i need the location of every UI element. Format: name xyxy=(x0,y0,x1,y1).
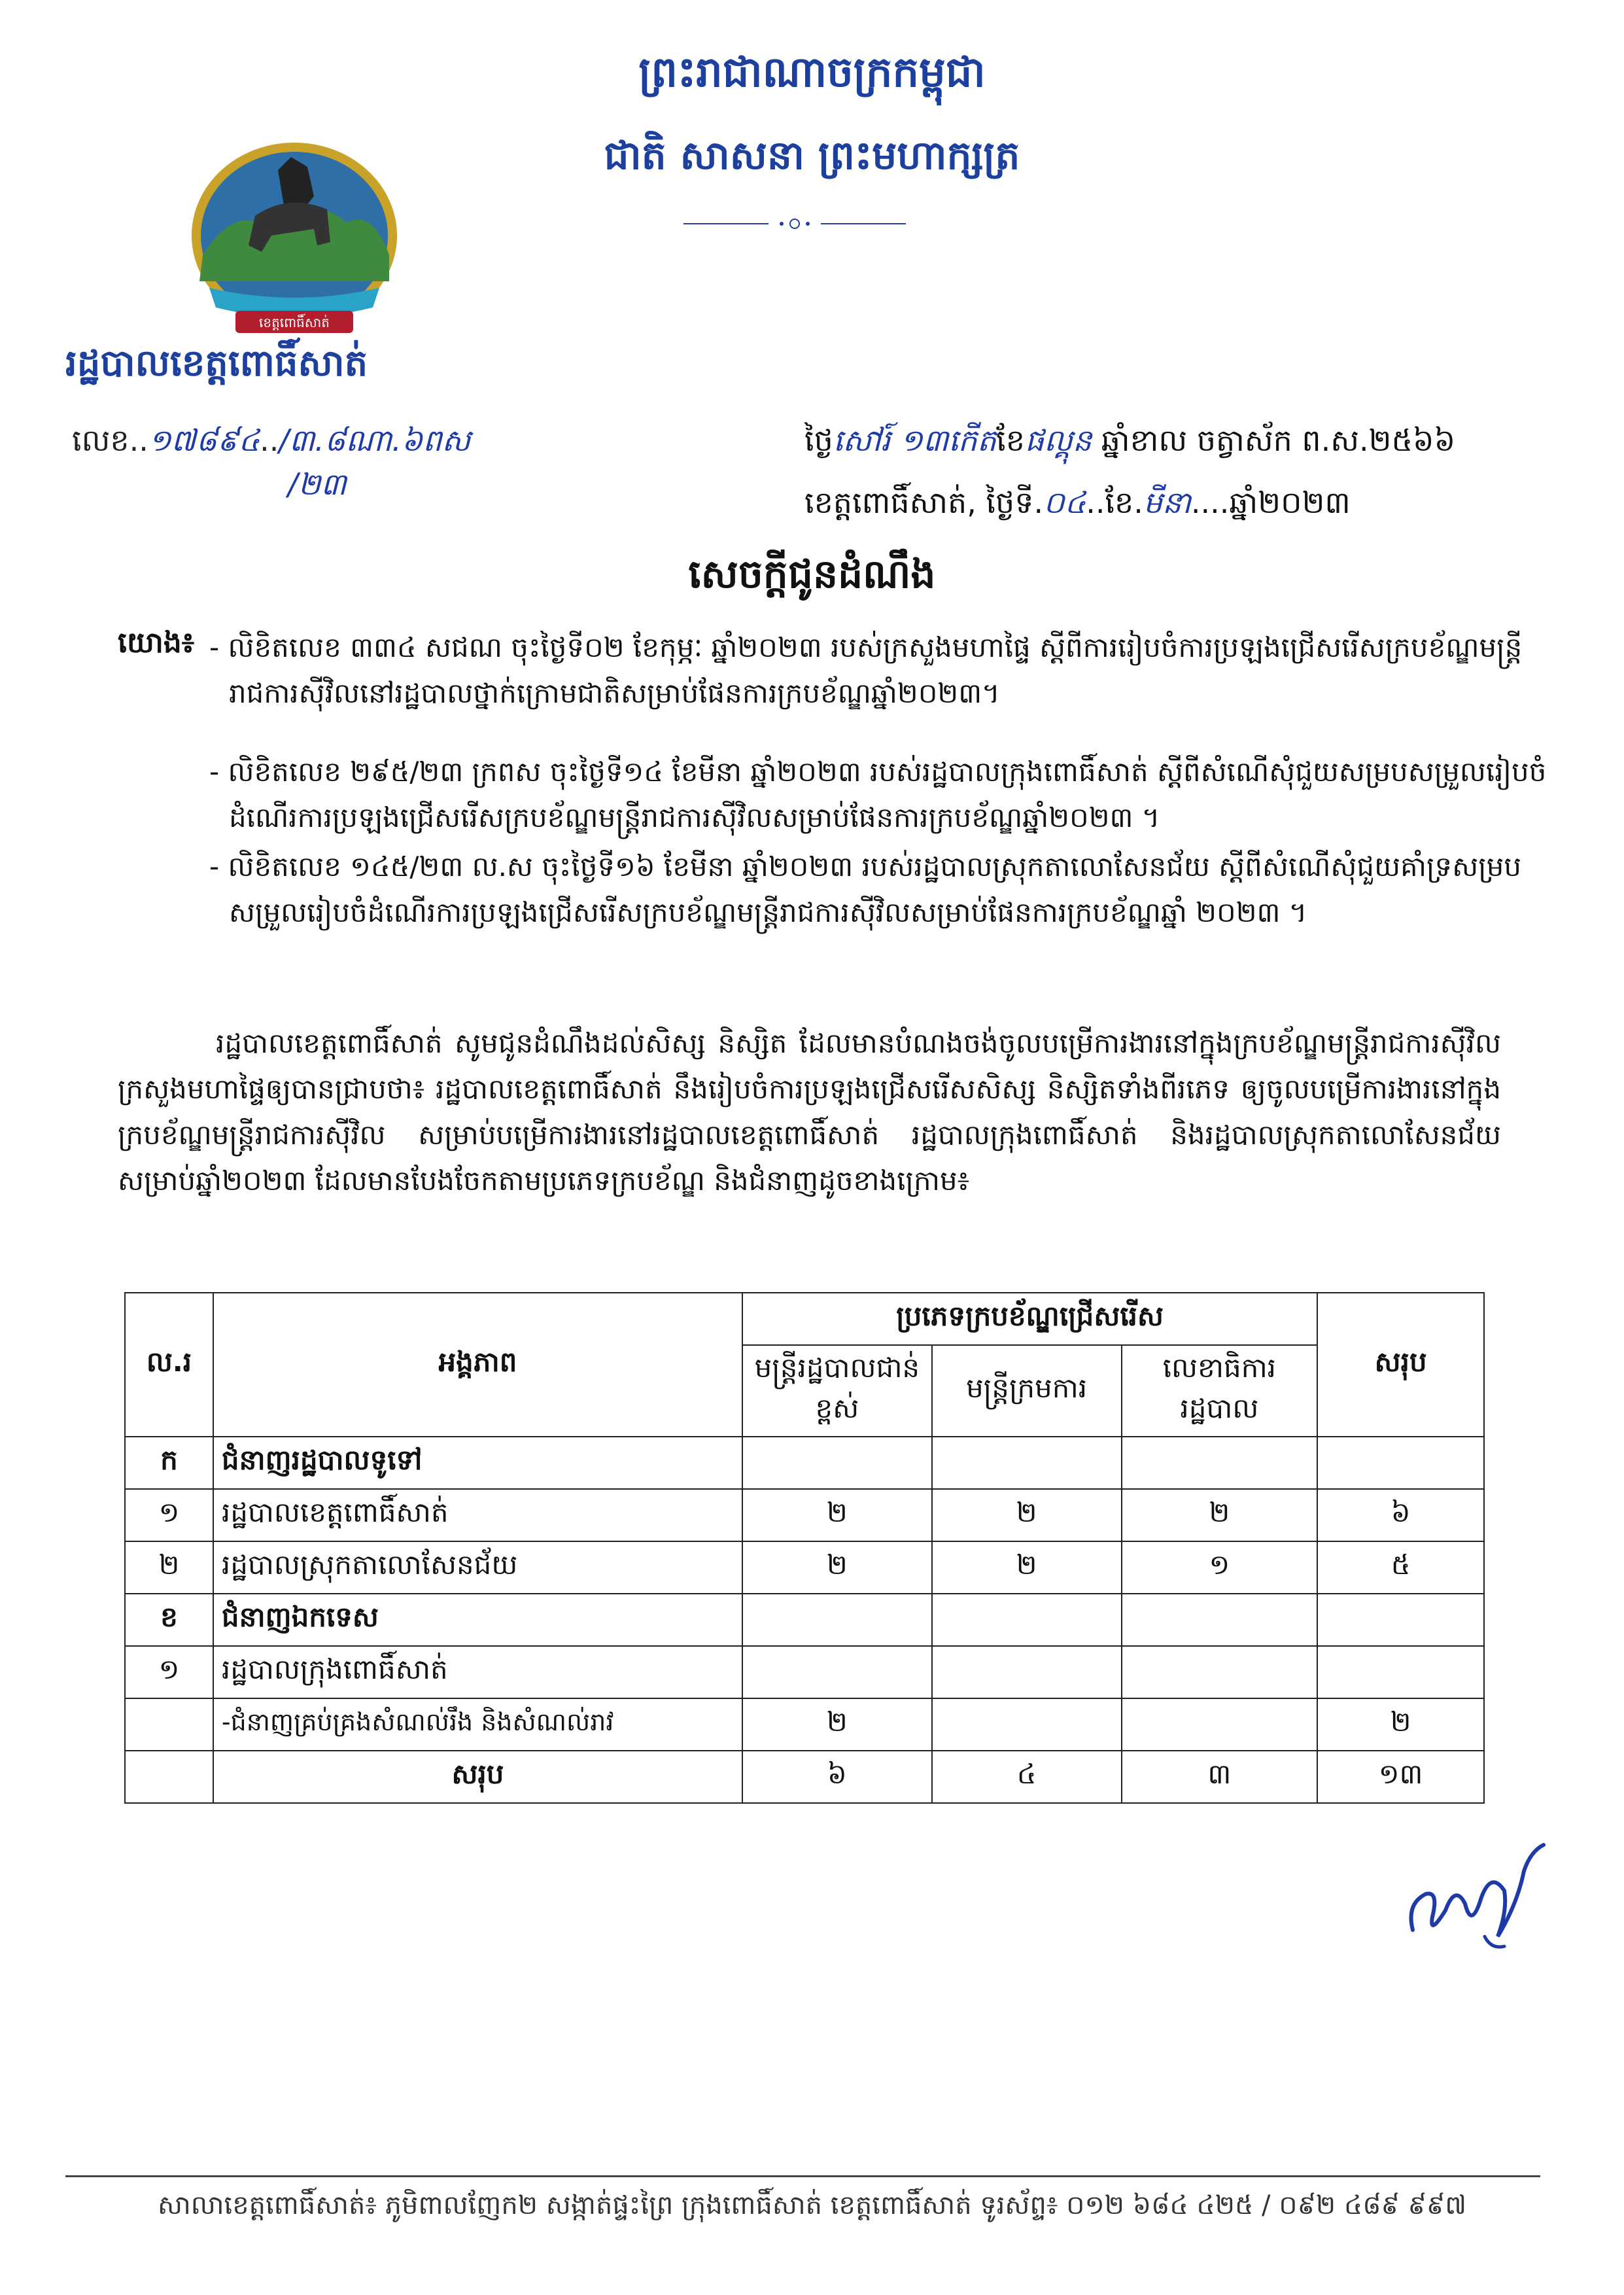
row-senior xyxy=(742,1594,932,1646)
row-entity: រដ្ឋបាលក្រុងពោធិ៍សាត់ xyxy=(213,1646,742,1698)
reference-item: - លិខិតលេខ ១៤៥/២៣ ល.ស ចុះថ្ងៃទី១៦ ខែមីនា ឆ្នាំ២០២៣ របស់រដ្ឋបាលស្រុកតាលោសែនជ័យ ស្តីពីសំណើសុំជួយគាំទ្រសម្របសម្រួលរៀបចំដំណើរការប្រឡងជ្រើសរើសក្របខ័ណ្ឌមន្ត្រីរាជការស៊ីវិលសម្រាប់ផែនការក្របខ័ណ្ឌឆ្នាំ ២០២៣ ។ xyxy=(209,850,1522,928)
lunar-month: ផល្គុន xyxy=(1024,423,1092,458)
total-row-empty xyxy=(125,1751,213,1803)
col-header-entity: អង្គភាព xyxy=(213,1293,742,1437)
reference-item: - លិខិតលេខ ៣៣៤ សជណ ចុះថ្ងៃទី០២ ខែកុម្ភៈ ឆ្នាំ២០២៣ របស់ក្រសួងមហាផ្ទៃ ស្តីពីការរៀបចំការប្រឡងជ្រើសរើសក្របខ័ណ្ឌមន្ត្រីរាជការស៊ីវិលនៅរដ្ឋបាលថ្នាក់ក្រោមជាតិសម្រាប់ផែនការក្របខ័ណ្ឌឆ្នាំ២០២៣។ xyxy=(209,631,1523,709)
row-officer: ២ xyxy=(932,1489,1122,1541)
row-secretary xyxy=(1122,1594,1318,1646)
row-total: ២ xyxy=(1317,1698,1484,1751)
lunar-date-prefix: ថ្ងៃ xyxy=(804,423,833,458)
table-total-row xyxy=(125,1751,1484,1803)
ornament-divider xyxy=(683,216,906,232)
solar-month: មីនា xyxy=(1143,485,1191,520)
table-row xyxy=(125,1489,1484,1541)
row-entity: រដ្ឋបាលស្រុកតាលោសែនជ័យ xyxy=(213,1541,742,1594)
reference-suffix: /៣.៨ណា.៦ពស xyxy=(279,423,471,458)
province-seal-logo xyxy=(157,131,432,347)
row-senior: ២ xyxy=(742,1489,932,1541)
row-senior: ២ xyxy=(742,1698,932,1751)
row-total xyxy=(1317,1594,1484,1646)
total-grand: ១៣ xyxy=(1317,1751,1484,1803)
solar-month-prefix: ខែ xyxy=(1105,485,1134,520)
reference-number: លេខ..១៧៨៩៤../៣.៨ណា.៦ពស /២៣ xyxy=(72,422,470,510)
row-entity: រដ្ឋបាលខេត្តពោធិ៍សាត់ xyxy=(213,1489,742,1541)
footer-address: សាលាខេត្តពោធិ៍សាត់៖ ភូមិពាលញែក២ សង្កាត់ផ្ទះព្រៃ ក្រុងពោធិ៍សាត់ ខេត្តពោធិ៍សាត់ ទូរស័ព្ទ៖ ០១២ ៦៨៤ ៤២៥ / ០៩២ ៤៨៩ ៩៩៧ xyxy=(157,2190,1466,2220)
solar-date: ខេត្តពោធិ៍សាត់, ថ្ងៃទី.០៤..ខែ.មីនា....ឆ្នាំ២០២៣ xyxy=(804,485,1351,520)
row-no: ២ xyxy=(125,1541,213,1594)
col-header-officer: មន្ត្រីក្រមការ xyxy=(932,1345,1122,1437)
row-secretary: ២ xyxy=(1122,1489,1318,1541)
solar-date-prefix: ខេត្តពោធិ៍សាត់, ថ្ងៃទី xyxy=(804,485,1034,520)
total-officer: ៤ xyxy=(932,1751,1122,1803)
row-officer xyxy=(932,1437,1122,1489)
table-row xyxy=(125,1437,1484,1489)
lunar-day: សៅរ៍ ១៣កើត xyxy=(833,423,997,458)
row-secretary: ១ xyxy=(1122,1541,1318,1594)
row-entity: -ជំនាញគ្រប់គ្រងសំណល់រឹង និងសំណល់រាវ xyxy=(213,1698,742,1751)
row-officer: ២ xyxy=(932,1541,1122,1594)
row-officer xyxy=(932,1698,1122,1751)
reference-sub: /២៣ xyxy=(288,466,347,502)
row-no: ១ xyxy=(125,1646,213,1698)
group-header-categories: ប្រភេទក្របខ័ណ្ឌជ្រើសរើស xyxy=(742,1293,1317,1345)
col-header-no: ល.រ xyxy=(125,1293,213,1437)
row-no: ខ xyxy=(125,1594,213,1646)
body-paragraph: រដ្ឋបាលខេត្តពោធិ៍សាត់ សូមជូនដំណឹងដល់សិស្ស និស្សិត ដែលមានបំណងចង់ចូលបម្រើការងារនៅក្នុងក្របខ័ណ្ឌមន្ត្រីរាជការស៊ីវិល ក្រសួងមហាផ្ទៃឲ្យបានជ្រាបថា៖ រដ្ឋបាលខេត្តពោធិ៍សាត់ នឹងរៀបចំការប្រឡងជ្រើសរើសសិស្ស និស្សិតទាំងពីរភេទ ឲ្យចូលបម្រើការងារនៅក្នុងក្របខ័ណ្ឌមន្ត្រីរាជការស៊ីវិល សម្រាប់បម្រើការងារនៅរដ្ឋបាលខេត្តពោធិ៍សាត់ រដ្ឋបាលក្រុងពោធិ៍សាត់ និងរដ្ឋបាលស្រុកតាលោសែនជ័យ សម្រាប់ឆ្នាំ២០២៣ ដែលមានបែងចែកតាមប្រភេទក្របខ័ណ្ឌ និងជំនាញដូចខាងក្រោម៖ xyxy=(118,1027,1501,1197)
row-senior xyxy=(742,1646,932,1698)
col-header-secretary: លេខាធិការរដ្ឋបាល xyxy=(1122,1345,1318,1437)
row-officer xyxy=(932,1646,1122,1698)
lunar-year: ឆ្នាំខាល ចត្វាស័ក ព.ស.២៥៦៦ xyxy=(1101,423,1456,458)
row-secretary xyxy=(1122,1437,1318,1489)
kingdom-heading: ព្រះរាជាណាចក្រកម្ពុជា xyxy=(638,48,986,97)
allocation-table xyxy=(124,1292,1485,1804)
lunar-month-prefix: ខែ xyxy=(996,423,1025,458)
row-secretary xyxy=(1122,1646,1318,1698)
table-row xyxy=(125,1698,1484,1751)
reference-item: - លិខិតលេខ ២៩៥/២៣ ក្រពស ចុះថ្ងៃទី១៤ ខែមីនា ឆ្នាំ២០២៣ របស់រដ្ឋបាលក្រុងពោធិ៍សាត់ ស្តីពីសំណើសុំជួយសម្របសម្រួលរៀបចំដំណើរការប្រឡងជ្រើសរើសក្របខ័ណ្ឌមន្ត្រីរាជការស៊ីវិលសម្រាប់ផែនការក្របខ័ណ្ឌឆ្នាំ២០២៣ ។ xyxy=(209,756,1547,833)
footer-divider xyxy=(65,2175,1540,2177)
row-no: ១ xyxy=(125,1489,213,1541)
row-entity: ជំនាញរដ្ឋបាលទូទៅ xyxy=(213,1437,742,1489)
total-senior: ៦ xyxy=(742,1751,932,1803)
references-label: យោង៖ xyxy=(118,626,195,659)
logo-text: ខេត្តពោធិ៍សាត់ xyxy=(259,315,330,330)
table-row xyxy=(125,1594,1484,1646)
row-entity: ជំនាញឯកទេស xyxy=(213,1594,742,1646)
row-total: ៥ xyxy=(1317,1541,1484,1594)
row-senior: ២ xyxy=(742,1541,932,1594)
solar-year: ឆ្នាំ២០២៣ xyxy=(1229,485,1351,520)
reference-prefix: លេខ xyxy=(72,423,130,458)
row-secretary xyxy=(1122,1698,1318,1751)
organization-name: រដ្ឋបាលខេត្តពោធិ៍សាត់ xyxy=(65,342,368,385)
solar-day: ០៤ xyxy=(1043,485,1086,520)
lunar-date xyxy=(804,422,1455,466)
document-title: សេចក្តីជូនដំណឹង xyxy=(688,552,936,597)
col-header-total: សរុប xyxy=(1317,1293,1484,1437)
col-header-senior-admin: មន្ត្រីរដ្ឋបាលជាន់ខ្ពស់ xyxy=(742,1345,932,1437)
motto-heading: ជាតិ សាសនា ព្រះមហាក្សត្រ xyxy=(604,133,1020,179)
row-no xyxy=(125,1698,213,1751)
row-no: ក xyxy=(125,1437,213,1489)
total-row-label: សរុប xyxy=(213,1751,742,1803)
row-total: ៦ xyxy=(1317,1489,1484,1541)
table-row xyxy=(125,1541,1484,1594)
row-total xyxy=(1317,1437,1484,1489)
row-total xyxy=(1317,1646,1484,1698)
total-secretary: ៣ xyxy=(1122,1751,1318,1803)
signature xyxy=(1393,1832,1563,1963)
table-row xyxy=(125,1646,1484,1698)
reference-number-handwritten: ១៧៨៩៤ xyxy=(148,423,260,458)
row-officer xyxy=(932,1594,1122,1646)
row-senior xyxy=(742,1437,932,1489)
